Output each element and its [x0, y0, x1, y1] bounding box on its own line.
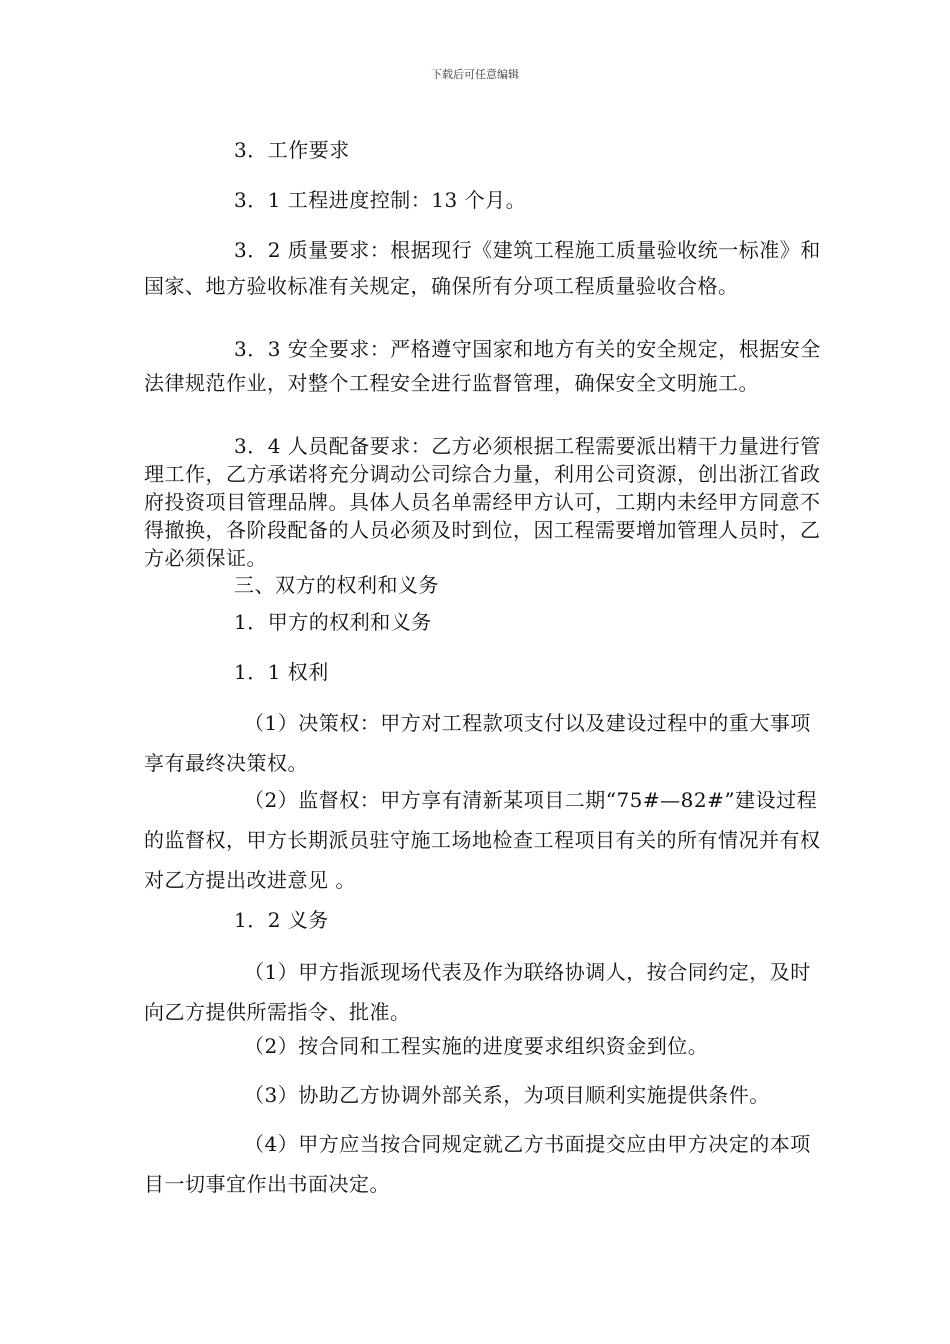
section-heading: 1．1 权利: [234, 660, 329, 684]
paragraph: （2）按合同和工程实施的进度要求组织资金到位。: [244, 1034, 709, 1058]
paragraph: 3．4 人员配备要求：乙方必须根据工程需要派出精干力量进行管理工作，乙方承诺将充分调动公司综合力量，利用公司资源，创出浙江省政府投资项目管理品牌。具体人员名单需经甲方认可，工期内未经甲方同意不得撤换，各阶段配备的人员必须及时到位，因工程需要增加管理人员时，乙方必须保证。: [144, 434, 821, 570]
paragraph: （2）监督权：甲方享有清新某项目二期“75#—82#”建设过程的监督权，甲方长期派员驻守施工场地检查工程项目有关的所有情况并有权对乙方提出改进意见 。: [144, 788, 821, 892]
page-header: 下载后可任意编辑: [431, 68, 519, 81]
paragraph: （4）甲方应当按合同规定就乙方书面提交应由甲方决定的本项目一切事宜作出书面决定。: [144, 1132, 811, 1196]
paragraph: 3．2 质量要求：根据现行《建筑工程施工质量验收统一标准》和国家、地方验收标准有关规定，确保所有分项工程质量验收合格。: [144, 238, 821, 298]
paragraph: （1）决策权：甲方对工程款项支付以及建设过程中的重大事项享有最终决策权。: [144, 711, 811, 775]
paragraph: （3）协助乙方协调外部关系，为项目顺利实施提供条件。: [244, 1083, 770, 1107]
section-heading: 三、双方的权利和义务: [234, 573, 439, 597]
section-heading: 1．2 义务: [234, 908, 329, 932]
paragraph: 3．3 安全要求：严格遵守国家和地方有关的安全规定，根据安全法律规范作业，对整个工程安全进行监督管理，确保安全文明施工。: [144, 337, 821, 395]
paragraph: （1）甲方指派现场代表及作为联络协调人，按合同约定，及时向乙方提供所需指令、批准。: [144, 960, 811, 1024]
section-heading: 3．工作要求: [234, 138, 350, 162]
section-heading: 1．甲方的权利和义务: [234, 610, 432, 634]
paragraph: 3．1 工程进度控制：13 个月。: [234, 188, 527, 212]
